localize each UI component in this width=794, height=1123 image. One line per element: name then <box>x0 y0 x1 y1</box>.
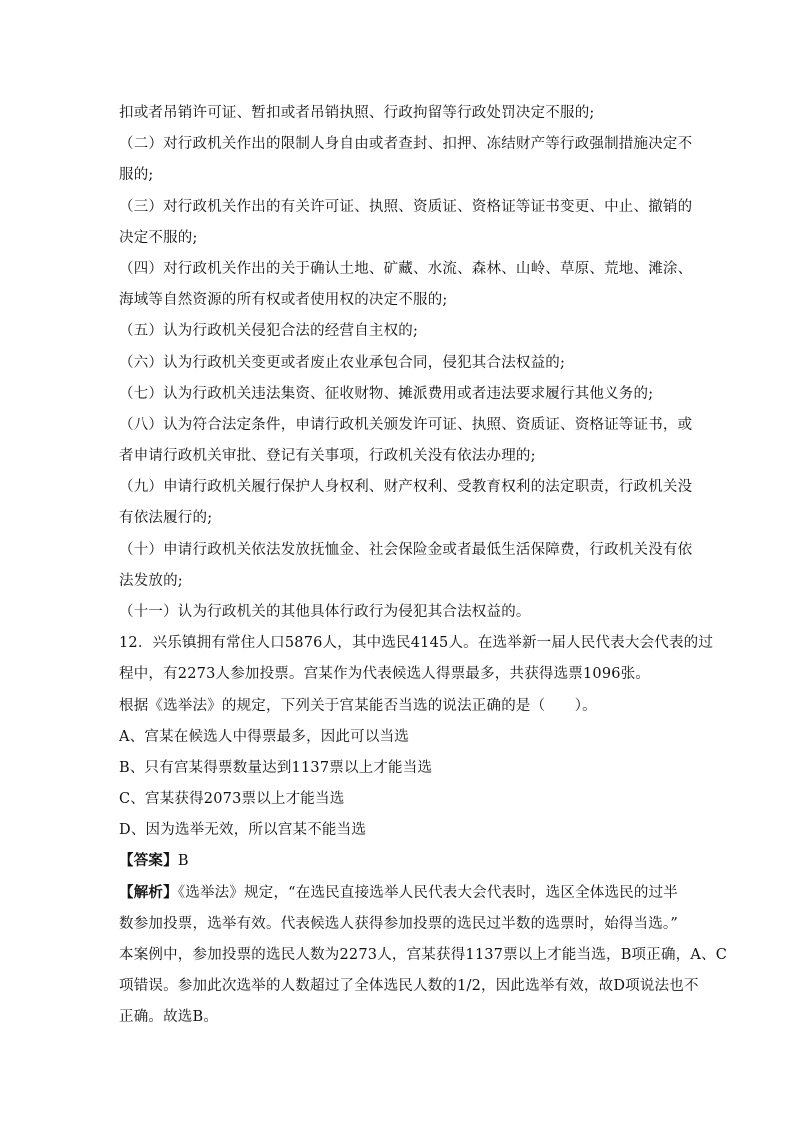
question-line: 根据《选举法》的规定，下列关于宫某能否当选的说法正确的是（ ）。 <box>119 698 597 714</box>
answer-value: B <box>177 853 189 869</box>
option-a: A、宫某在候选人中得票最多，因此可以当选 <box>119 729 409 745</box>
analysis-text: 《选举法》规定，“在选民直接选举人民代表大会代表时，选区全体选民的过半 <box>177 885 678 901</box>
text-line: 法发放的; <box>119 573 183 589</box>
text-line: 海域等自然资源的所有权或者使用权的决定不服的; <box>119 292 448 308</box>
text-line: 者申请行政机关审批、登记有关事项，行政机关没有依法办理的; <box>119 448 536 464</box>
answer-tag: 【答案】 <box>119 852 178 869</box>
analysis-line <box>119 883 699 903</box>
text-line: （十）申请行政机关依法发放抚恤金、社会保险金或者最低生活保障费，行政机关没有依 <box>119 542 693 558</box>
question-line: 12．兴乐镇拥有常住人口5876人，其中选民4145人。在选举新一届人民代表大会代表的过 <box>119 635 714 651</box>
analysis-line: 数参加投票，选举有效。代表候选人获得参加投票的选民过半数的选票时，始得当选。” <box>119 916 678 932</box>
text-line: 有依法履行的; <box>119 510 213 526</box>
option-b: B、只有宫某得票数量达到1137票以上才能当选 <box>119 760 433 776</box>
option-d: D、因为选举无效，所以宫某不能当选 <box>119 822 367 838</box>
question-line: 程中，有2273人参加投票。宫某作为代表候选人得票最多，共获得选票1096张。 <box>119 666 651 682</box>
text-line: （五）认为行政机关侵犯合法的经营自主权的; <box>119 323 419 339</box>
analysis-tag: 【解析】 <box>119 884 178 901</box>
analysis-line: 项错误。参加此次选举的人数超过了全体选民人数的1/2，因此选举有效，故D项说法也不 <box>119 978 699 994</box>
text-line: 决定不服的; <box>119 230 198 246</box>
option-c: C、宫某获得2073票以上才能当选 <box>119 791 345 807</box>
text-line: （二）对行政机关作出的限制人身自由或者查封、扣押、冻结财产等行政强制措施决定不 <box>119 136 693 152</box>
answer-line <box>119 851 699 871</box>
analysis-line: 本案例中，参加投票的选民人数为2273人，宫某获得1137票以上才能当选，B项正确，A、C <box>119 947 728 963</box>
text-line: 扣或者吊销许可证、暂扣或者吊销执照、行政拘留等行政处罚决定不服的; <box>119 105 595 121</box>
analysis-line: 正确。故选B。 <box>119 1009 219 1025</box>
text-line: （十一）认为行政机关的其他具体行政行为侵犯其合法权益的。 <box>119 604 531 620</box>
text-line: （七）认为行政机关违法集资、征收财物、摊派费用或者违法要求履行其他义务的; <box>119 386 654 402</box>
text-line: （六）认为行政机关变更或者废止农业承包合同，侵犯其合法权益的; <box>119 355 566 371</box>
text-line: （八）认为符合法定条件，申请行政机关颁发许可证、执照、资质证、资格证等证书，或 <box>119 417 693 433</box>
text-line: （四）对行政机关作出的关于确认土地、矿藏、水流、森林、山岭、草原、荒地、滩涂、 <box>119 261 693 277</box>
text-line: 服的; <box>119 167 154 183</box>
text-line: （九）申请行政机关履行保护人身权利、财产权利、受教育权利的法定职责，行政机关没 <box>119 479 693 495</box>
text-line: （三）对行政机关作出的有关许可证、执照、资质证、资格证等证书变更、中止、撤销的 <box>119 199 693 215</box>
